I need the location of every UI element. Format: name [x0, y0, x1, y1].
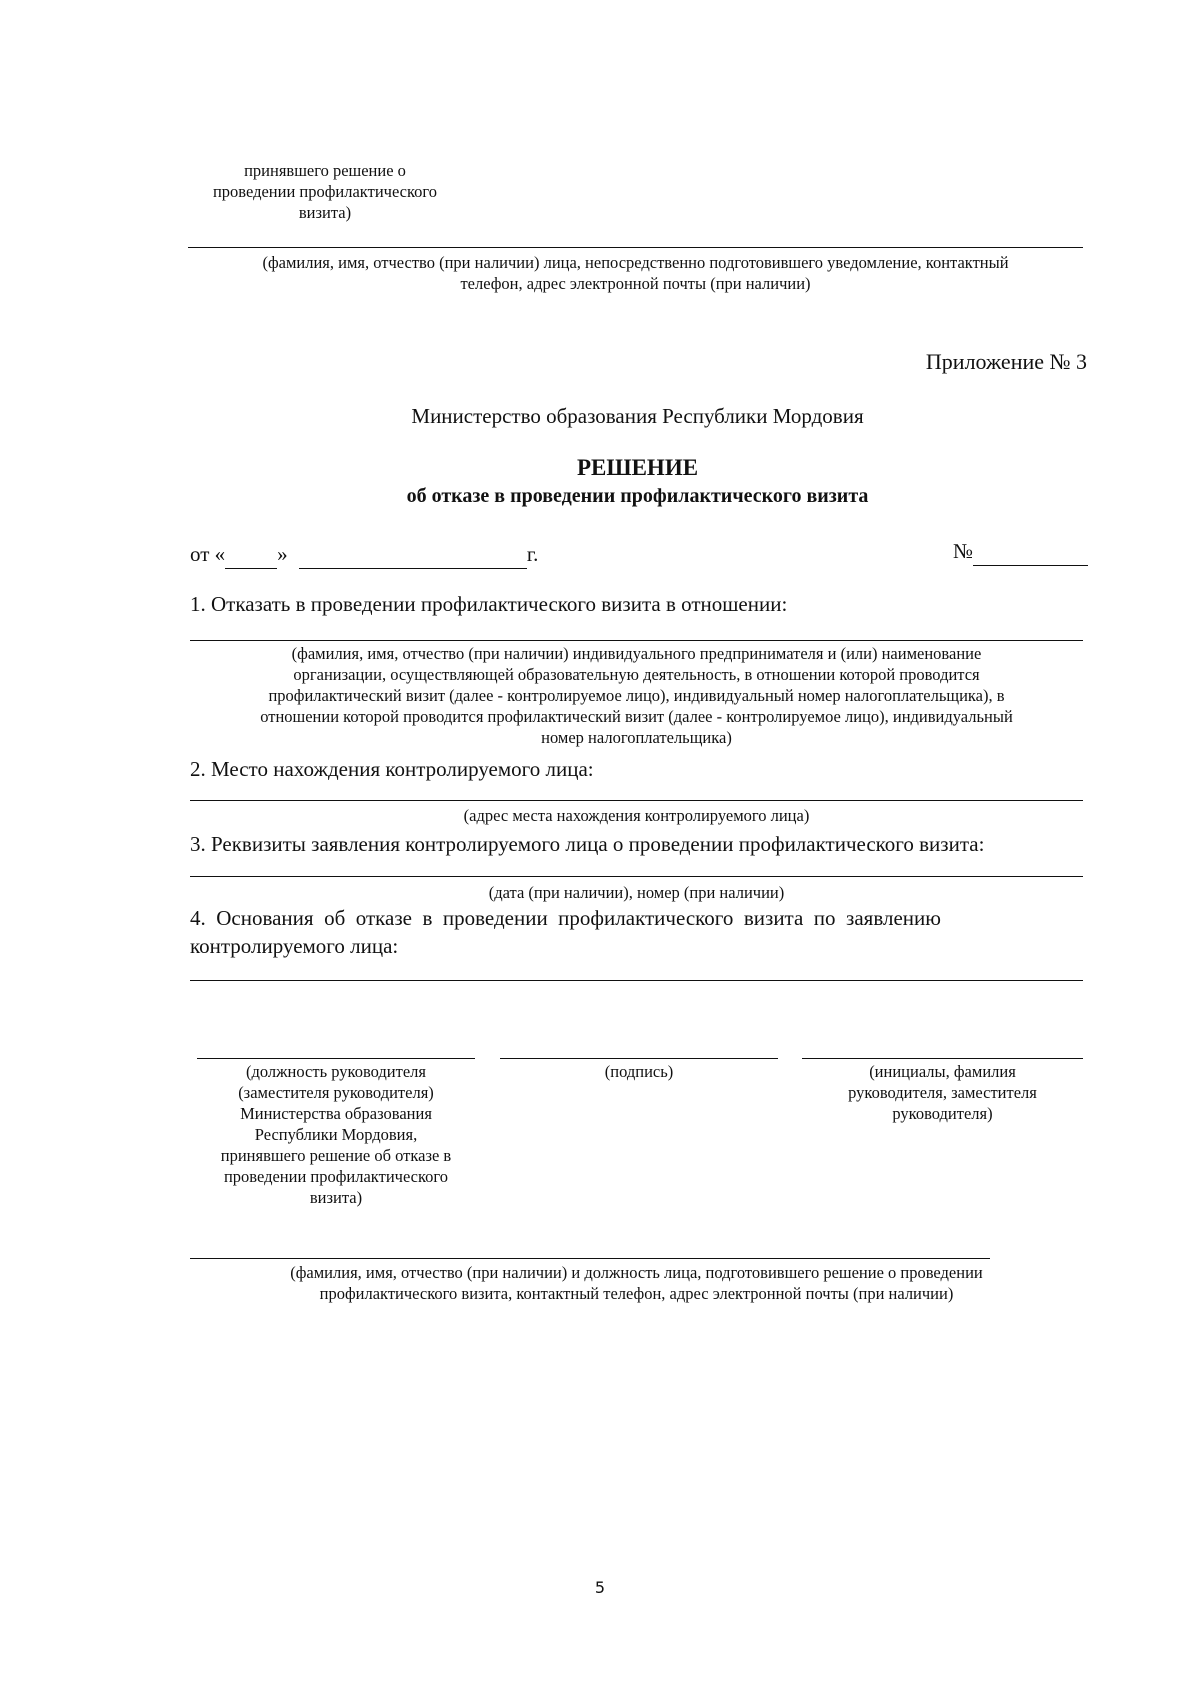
section-2-line — [190, 800, 1083, 801]
caption-line: визита) — [309, 1188, 363, 1207]
section-2-text: 2. Место нахождения контролируемого лица: — [190, 757, 594, 781]
section-3-line — [190, 876, 1083, 877]
caption-line: (должность руководителя — [246, 1062, 426, 1081]
year-suffix: г. — [526, 542, 539, 566]
section-1-line — [190, 640, 1083, 641]
name-caption — [802, 1061, 1083, 1124]
date-prefix: от « — [190, 542, 226, 566]
caption-line: проведении профилактического — [212, 182, 438, 201]
previous-signer-caption — [190, 160, 460, 223]
signature-line — [500, 1058, 778, 1059]
section-4-text — [190, 904, 1083, 960]
section-3-caption: (дата (при наличии), номер (при наличии) — [488, 883, 785, 902]
name-line — [802, 1058, 1083, 1059]
caption-line: руководителя) — [892, 1104, 993, 1123]
preparer-line — [190, 1258, 990, 1259]
appendix-label: Приложение № 3 — [925, 349, 1087, 374]
caption-line: профилактический визит (далее - контролируемое лицо), индивидуальный номер налогоплательщика), в — [268, 686, 1005, 705]
section-4-line-1: 4. Основания об отказе в проведении профилактического визита по заявлению — [190, 906, 941, 930]
preparer-caption — [190, 1262, 1083, 1304]
document-title: РЕШЕНИЕ — [576, 455, 699, 480]
caption-line: руководителя, заместителя — [848, 1083, 1037, 1102]
caption-line: отношении которой проводится профилактический визит (далее - контролируемое лицо), индивидуальный — [260, 707, 1013, 726]
caption-line: (фамилия, имя, отчество (при наличии) индивидуального предпринимателя и (или) наименование — [291, 644, 982, 663]
ministry-name: Министерство образования Республики Мордовия — [411, 404, 864, 428]
section-1-caption — [190, 643, 1083, 748]
day-field — [225, 540, 277, 569]
caption-line: номер налогоплательщика) — [541, 728, 732, 747]
section-4-line-2: контролируемого лица: — [190, 934, 399, 958]
number-label: № — [953, 539, 974, 563]
document-subtitle: об отказе в проведении профилактического визита — [406, 485, 869, 507]
page-number: 5 — [594, 1578, 606, 1597]
signature-caption: (подпись) — [604, 1062, 674, 1081]
position-caption — [197, 1061, 475, 1208]
section-3-text: 3. Реквизиты заявления контролируемого лица о проведении профилактического визита: — [190, 832, 985, 856]
caption-line: (фамилия, имя, отчество (при наличии) лица, непосредственно подготовившего уведомление, контактный — [262, 253, 1009, 272]
section-1-text: 1. Отказать в проведении профилактического визита в отношении: — [190, 592, 788, 616]
caption-line: (фамилия, имя, отчество (при наличии) и должность лица, подготовившего решение о проведении — [290, 1263, 983, 1282]
caption-line: телефон, адрес электронной почты (при наличии) — [460, 274, 811, 293]
month-year-field — [299, 540, 527, 569]
caption-line: профилактического визита, контактный телефон, адрес электронной почты (при наличии) — [319, 1284, 954, 1303]
position-line — [197, 1058, 475, 1059]
caption-line: проведении профилактического — [223, 1167, 449, 1186]
caption-line: (заместителя руководителя) — [238, 1083, 434, 1102]
caption-line: Министерства образования — [240, 1104, 432, 1123]
section-4-line — [190, 980, 1083, 981]
previous-preparer-caption — [188, 252, 1083, 294]
section-2-caption: (адрес места нахождения контролируемого лица) — [463, 806, 810, 825]
caption-line: организации, осуществляющей образовательную деятельность, в отношении которой проводится — [293, 665, 980, 684]
caption-line: визита) — [298, 203, 352, 222]
date-quote-close: » — [277, 542, 288, 566]
caption-line: принявшего решение о — [244, 161, 406, 180]
caption-line: Республики Мордовия, — [254, 1125, 418, 1144]
number-field-group — [953, 537, 1088, 566]
caption-line: (инициалы, фамилия — [869, 1062, 1016, 1081]
number-field — [973, 537, 1088, 566]
caption-line: принявшего решение об отказе в — [220, 1146, 452, 1165]
previous-preparer-line — [188, 247, 1083, 248]
